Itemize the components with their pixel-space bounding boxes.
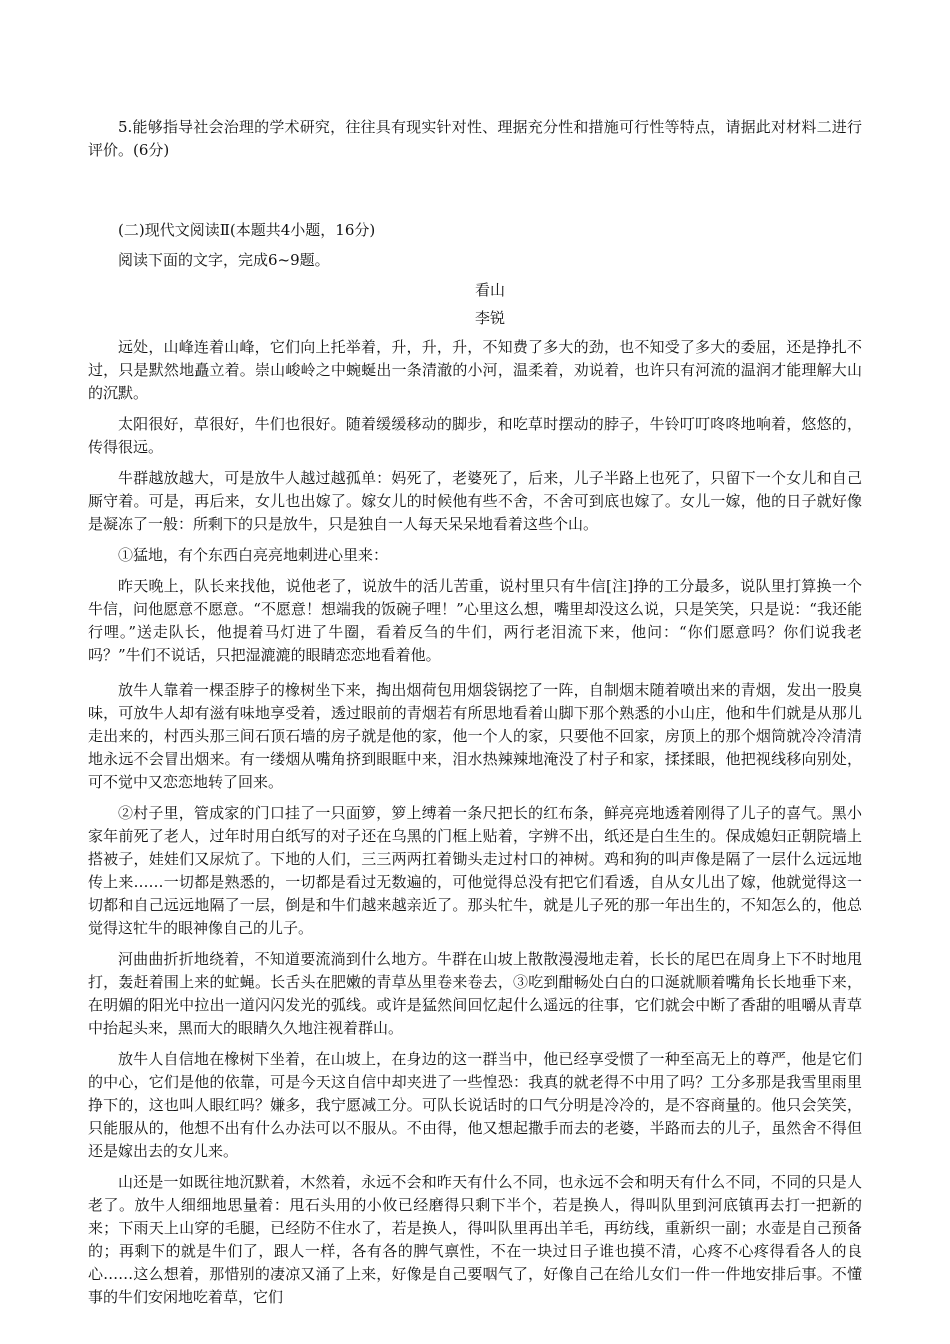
paragraph: ②村子里，管成家的门口挂了一只面箩，箩上缚着一条尺把长的红布条，鲜亮亮地透着刚得了儿子的喜气。黑小家年前死了老人，过年时用白纸写的对子还在乌黑的门框上贴着，字辨不出，纸还是白生生的。保成媳妇正朝院墙上搭被子，娃娃们又尿炕了。下地的人们，三三两两扛着锄头走过村口的神树。鸡和狗的叫声像是隔了一层什么远远地传上来……一切都是熟悉的，一切都是看过无数遍的，可他觉得总没有把它们看透，自从女儿出了嫁，他就觉得这一切都和自己远远地隔了一层，倒是和牛们越来越亲近了。那头牤牛，就是儿子死的那一年出生的，不知怎么的，他总觉得这牤牛的眼神像自己的儿子。 xyxy=(88,804,862,937)
story-title: 看山 xyxy=(474,281,505,299)
paragraph: 河曲曲折折地绕着，不知道要流淌到什么地方。牛群在山坡上散散漫漫地走着，长长的尾巴在周身上下不时地甩打，轰赶着围上来的虻蝇。长舌头在肥嫩的青草丛里卷来卷去，③吃到酣畅处白白的口涎就顺着嘴角长长地垂下来，在明媚的阳光中拉出一道闪闪发光的弧线。或许是猛然间回忆起什么遥远的往事，它们就会中断了香甜的咀嚼从青草中抬起头来，黑而大的眼睛久久地注视着群山。 xyxy=(88,950,862,1037)
paragraph: 太阳很好，草很好，牛们也很好。随着缓缓移动的脚步，和吃草时摆动的脖子，牛铃叮叮咚咚地响着，悠悠的，传得很远。 xyxy=(88,415,862,456)
section-heading: (二)现代文阅读Ⅱ(本题共4小题，16分) xyxy=(118,221,376,239)
paragraph: 牛群越放越大，可是放牛人越过越孤单：妈死了，老婆死了，后来，儿子半路上也死了，只留下一个女儿和自己厮守着。可是，再后来，女儿也出嫁了。嫁女儿的时候他有些不舍，不舍可到底也嫁了。女儿一嫁，他的日子就好像是凝冻了一般：所剩下的只是放牛，只是独自一人每天呆呆地看着这些个山。 xyxy=(88,469,862,533)
story-body xyxy=(88,336,862,1317)
question-5: 5.能够指导社会治理的学术研究，往往具有现实针对性、理据充分性和措施可行性等特点，请据此对材料二进行评价。(6分) xyxy=(88,118,862,159)
reading-instruction: 阅读下面的文字，完成6~9题。 xyxy=(118,251,330,269)
paragraph: 放牛人靠着一棵歪脖子的橡树坐下来，掏出烟荷包用烟袋锅挖了一阵，自制烟末随着喷出来的青烟，发出一股臭味，可放牛人却有滋有味地享受着，透过眼前的青烟若有所思地看着山脚下那个熟悉的小山庄，他和牛们就是从那儿走出来的，村西头那三间石顶石墙的房子就是他的家，他一个人的家，只要他不回家，房顶上的那个烟筒就冷冷清清地永远不会冒出烟来。有一缕烟从嘴角挤到眼眶中来，泪水热辣辣地淹没了村子和家，揉揉眼，他把视线移向别处，可不觉中又恋恋地转了回来。 xyxy=(88,681,862,791)
paragraph: 昨天晚上，队长来找他，说他老了，说放牛的活儿苦重，说村里只有牛信[注]挣的工分最多，说队里打算换一个牛信，问他愿意不愿意。“不愿意！想端我的饭碗子哩！”心里这么想，嘴里却没这么说，只是笑笑，只是说：“我还能行哩。”送走队长，他提着马灯进了牛圈，看着反刍的牛们，两行老泪流下来，他问：“你们愿意吗？你们说我老吗？”牛们不说话，只把湿漉漉的眼睛恋恋地看着他。 xyxy=(88,577,862,664)
story-author: 李锐 xyxy=(474,309,505,327)
paragraph: ①猛地，有个东西白亮亮地刺进心里来： xyxy=(118,546,389,564)
paragraph: 远处，山峰连着山峰，它们向上托举着，升，升，升，不知费了多大的劲，也不知受了多大的委屈，还是挣扎不过，只是默然地矗立着。崇山峻岭之中蜿蜒出一条清澈的小河，温柔着，劝说着，也许只有河流的温润才能理解大山的沉默。 xyxy=(88,338,862,402)
paragraph: 放牛人自信地在橡树下坐着，在山坡上，在身边的这一群当中，他已经享受惯了一种至高无上的尊严，他是它们的中心，它们是他的依靠，可是今天这自信中却夹进了一些惶恐：我真的就老得不中用了吗？工分多那是我雪里雨里挣下的，这也叫人眼红吗？嫌多，我宁愿减工分。可队长说话时的口气分明是冷冷的，是不容商量的。他只会笑笑，只能服从的，他想不出有什么办法可以不服从。不由得，他又想起撒手而去的老婆，半路而去的儿子，虽然舍不得但还是嫁出去的女儿来。 xyxy=(88,1050,862,1160)
paragraph: 山还是一如既往地沉默着，木然着，永远不会和昨天有什么不同，也永远不会和明天有什么不同，不同的只是人老了。放牛人细细地思量着：甩石头用的小攸已经磨得只剩下半个，若是换人，得叫队里到河底镇再去打一把新的来；下雨天上山穿的毛腿，已经防不住水了，若是换人，得叫队里再出羊毛，再纺线，重新织一副；水壶是自己预备的；再剩下的就是牛们了，跟人一样，各有各的脾气禀性，不在一块过日子谁也摸不清，心疼不心疼得看各人的良心……这么想着，那惜别的凄凉又涌了上来，好像是自己要咽气了，好像自己在给儿女们一件一件地安排后事。不懂事的牛们安闲地吃着草，它们 xyxy=(88,1173,862,1306)
